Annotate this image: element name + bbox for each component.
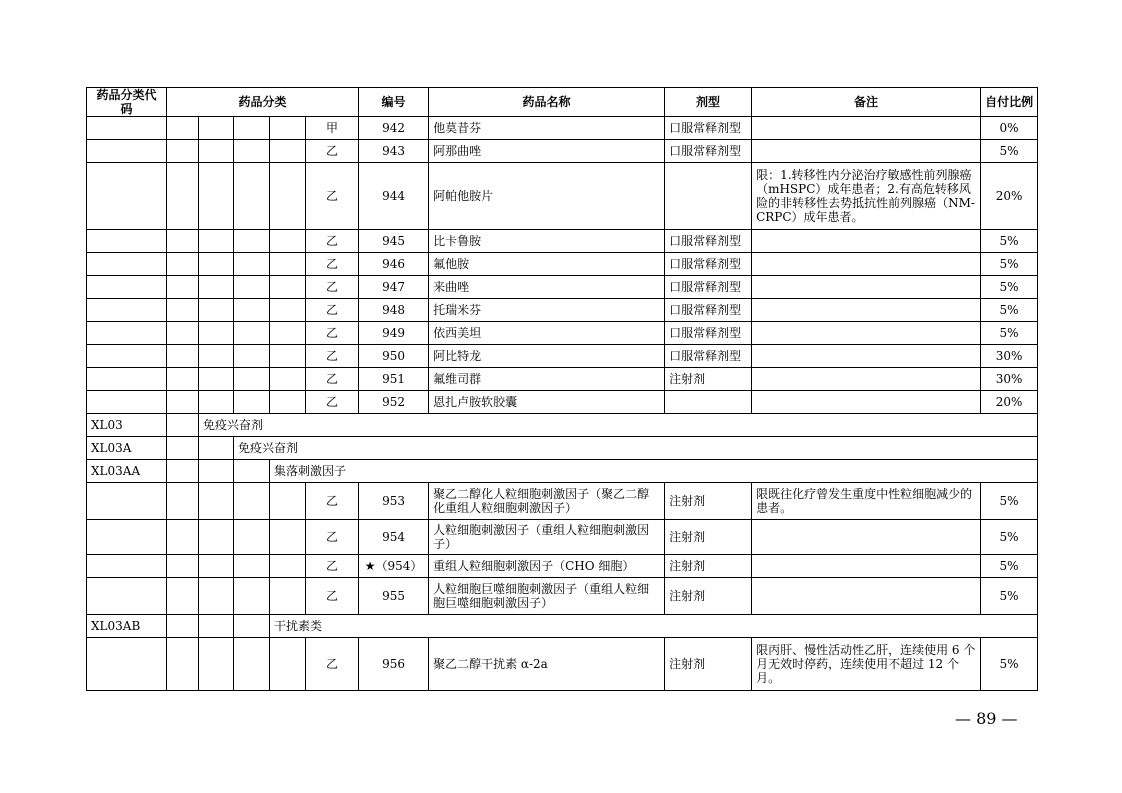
code-cell [87,299,167,322]
header-ratio: 自付比例 [981,88,1038,117]
number-cell: 947 [359,276,429,299]
remark-cell: 限既往化疗曾发生重度中性粒细胞减少的患者。 [752,483,981,520]
table-row [87,638,1038,691]
header-row [87,88,1038,117]
grade-cell: 乙 [306,163,359,230]
form-cell [665,391,752,414]
ratio-cell: 5% [981,578,1038,615]
level2-cell [199,520,234,555]
table-row [87,483,1038,520]
table-row [87,299,1038,322]
form-cell: 注射剂 [665,520,752,555]
level1-cell [167,140,199,163]
level2-cell [199,299,234,322]
number-cell: 945 [359,230,429,253]
ratio-cell: 5% [981,520,1038,555]
number-cell: 943 [359,140,429,163]
table-row [87,230,1038,253]
page-number: — 89 — [955,709,1018,728]
category-label: 免疫兴奋剂 [199,414,1038,437]
level3-cell [234,368,270,391]
code-cell [87,140,167,163]
level4-cell [270,140,306,163]
level1-cell [167,520,199,555]
level2-cell [199,253,234,276]
name-cell: 重组人粒细胞刺激因子（CHO 细胞） [429,555,665,578]
grade-cell: 乙 [306,253,359,276]
remark-cell [752,117,981,140]
level2-cell [199,638,234,691]
form-cell [665,163,752,230]
remark-cell [752,322,981,345]
name-cell: 托瑞米芬 [429,299,665,322]
level3-cell [234,322,270,345]
level1-cell [167,345,199,368]
level3-cell [234,345,270,368]
form-cell: 口服常释剂型 [665,322,752,345]
category-indent-cell [234,460,270,483]
number-cell: 950 [359,345,429,368]
category-indent-cell [167,414,199,437]
table-row [87,520,1038,555]
level3-cell [234,140,270,163]
level4-cell [270,483,306,520]
level1-cell [167,117,199,140]
ratio-cell: 0% [981,117,1038,140]
code-cell [87,391,167,414]
number-cell: 954 [359,520,429,555]
category-indent-cell [234,615,270,638]
grade-cell: 乙 [306,299,359,322]
level2-cell [199,230,234,253]
level1-cell [167,299,199,322]
remark-cell: 限丙肝、慢性活动性乙肝，连续使用 6 个月无效时停药，连续使用不超过 12 个月。 [752,638,981,691]
level4-cell [270,368,306,391]
category-row [87,437,1038,460]
name-cell: 来曲唑 [429,276,665,299]
category-indent-cell [199,437,234,460]
level3-cell [234,555,270,578]
remark-cell [752,299,981,322]
remark-cell [752,578,981,615]
drug-table [86,87,1038,691]
code-cell [87,163,167,230]
form-cell: 注射剂 [665,368,752,391]
name-cell: 人粒细胞巨噬细胞刺激因子（重组人粒细胞巨噬细胞刺激因子） [429,578,665,615]
grade-cell: 乙 [306,391,359,414]
table-row [87,163,1038,230]
form-cell: 注射剂 [665,638,752,691]
ratio-cell: 30% [981,368,1038,391]
table-row [87,140,1038,163]
header-code: 药品分类代码 [87,88,167,117]
category-row [87,460,1038,483]
table-row [87,578,1038,615]
form-cell: 口服常释剂型 [665,117,752,140]
level2-cell [199,391,234,414]
table-row [87,368,1038,391]
form-cell: 口服常释剂型 [665,253,752,276]
ratio-cell: 5% [981,253,1038,276]
category-label: 干扰素类 [270,615,1038,638]
level2-cell [199,140,234,163]
code-cell [87,345,167,368]
header-category: 药品分类 [167,88,359,117]
number-cell: 956 [359,638,429,691]
ratio-cell: 5% [981,555,1038,578]
category-code: XL03AA [87,460,167,483]
remark-cell [752,555,981,578]
level4-cell [270,276,306,299]
form-cell: 口服常释剂型 [665,140,752,163]
name-cell: 阿那曲唑 [429,140,665,163]
level2-cell [199,117,234,140]
code-cell [87,555,167,578]
number-cell: 953 [359,483,429,520]
form-cell: 口服常释剂型 [665,230,752,253]
category-row [87,615,1038,638]
ratio-cell: 5% [981,322,1038,345]
level4-cell [270,578,306,615]
grade-cell: 乙 [306,520,359,555]
level2-cell [199,555,234,578]
category-row [87,414,1038,437]
grade-cell: 乙 [306,578,359,615]
ratio-cell: 30% [981,345,1038,368]
name-cell: 比卡鲁胺 [429,230,665,253]
level2-cell [199,322,234,345]
level3-cell [234,299,270,322]
level3-cell [234,117,270,140]
name-cell: 氟他胺 [429,253,665,276]
level4-cell [270,163,306,230]
ratio-cell: 5% [981,230,1038,253]
remark-cell [752,253,981,276]
number-cell: 951 [359,368,429,391]
level1-cell [167,483,199,520]
ratio-cell: 5% [981,483,1038,520]
ratio-cell: 5% [981,140,1038,163]
form-cell: 注射剂 [665,555,752,578]
code-cell [87,276,167,299]
name-cell: 他莫昔芬 [429,117,665,140]
level1-cell [167,578,199,615]
name-cell: 聚乙二醇干扰素 α-2a [429,638,665,691]
level4-cell [270,520,306,555]
code-cell [87,368,167,391]
level2-cell [199,578,234,615]
level3-cell [234,391,270,414]
level1-cell [167,163,199,230]
form-cell: 注射剂 [665,578,752,615]
level1-cell [167,368,199,391]
level3-cell [234,230,270,253]
header-name: 药品名称 [429,88,665,117]
form-cell: 口服常释剂型 [665,276,752,299]
remark-cell [752,345,981,368]
name-cell: 依西美坦 [429,322,665,345]
level2-cell [199,345,234,368]
code-cell [87,230,167,253]
level3-cell [234,276,270,299]
code-cell [87,253,167,276]
code-cell [87,638,167,691]
category-indent-cell [167,437,199,460]
code-cell [87,483,167,520]
ratio-cell: 20% [981,163,1038,230]
name-cell: 阿帕他胺片 [429,163,665,230]
code-cell [87,322,167,345]
level3-cell [234,163,270,230]
level1-cell [167,322,199,345]
number-cell: 944 [359,163,429,230]
level4-cell [270,299,306,322]
level1-cell [167,638,199,691]
level1-cell [167,391,199,414]
table-body [87,117,1038,691]
name-cell: 阿比特龙 [429,345,665,368]
level2-cell [199,368,234,391]
remark-cell [752,391,981,414]
level1-cell [167,253,199,276]
category-label: 免疫兴奋剂 [234,437,1038,460]
level2-cell [199,163,234,230]
name-cell: 恩扎卢胺软胶囊 [429,391,665,414]
remark-cell [752,520,981,555]
name-cell: 聚乙二醇化人粒细胞刺激因子（聚乙二醇化重组人粒细胞刺激因子） [429,483,665,520]
code-cell [87,117,167,140]
header-remark: 备注 [752,88,981,117]
form-cell: 口服常释剂型 [665,299,752,322]
level3-cell [234,483,270,520]
header-form: 剂型 [665,88,752,117]
level2-cell [199,483,234,520]
number-cell: ★（954） [359,555,429,578]
grade-cell: 乙 [306,555,359,578]
level1-cell [167,555,199,578]
number-cell: 942 [359,117,429,140]
category-indent-cell [199,460,234,483]
level4-cell [270,345,306,368]
table-row [87,117,1038,140]
level4-cell [270,322,306,345]
table-row [87,555,1038,578]
table-row [87,345,1038,368]
level3-cell [234,578,270,615]
header-number: 编号 [359,88,429,117]
number-cell: 952 [359,391,429,414]
form-cell: 口服常释剂型 [665,345,752,368]
category-code: XL03AB [87,615,167,638]
code-cell [87,578,167,615]
ratio-cell: 5% [981,299,1038,322]
level4-cell [270,253,306,276]
remark-cell [752,276,981,299]
level4-cell [270,555,306,578]
ratio-cell: 20% [981,391,1038,414]
table-row [87,276,1038,299]
name-cell: 氟维司群 [429,368,665,391]
table-row [87,253,1038,276]
grade-cell: 乙 [306,230,359,253]
grade-cell: 乙 [306,322,359,345]
category-indent-cell [167,615,199,638]
grade-cell: 乙 [306,276,359,299]
level4-cell [270,638,306,691]
level2-cell [199,276,234,299]
grade-cell: 甲 [306,117,359,140]
grade-cell: 乙 [306,368,359,391]
code-cell [87,520,167,555]
level1-cell [167,276,199,299]
level3-cell [234,253,270,276]
grade-cell: 乙 [306,483,359,520]
level3-cell [234,638,270,691]
remark-cell [752,140,981,163]
table-row [87,322,1038,345]
remark-cell: 限：1.转移性内分泌治疗敏感性前列腺癌（mHSPC）成年患者；2.有高危转移风险的非转移性去势抵抗性前列腺癌（NM-CRPC）成年患者。 [752,163,981,230]
category-code: XL03 [87,414,167,437]
ratio-cell: 5% [981,276,1038,299]
category-indent-cell [199,615,234,638]
level1-cell [167,230,199,253]
level4-cell [270,117,306,140]
form-cell: 注射剂 [665,483,752,520]
level4-cell [270,391,306,414]
category-indent-cell [167,460,199,483]
number-cell: 946 [359,253,429,276]
remark-cell [752,230,981,253]
remark-cell [752,368,981,391]
name-cell: 人粒细胞刺激因子（重组人粒细胞刺激因子） [429,520,665,555]
number-cell: 949 [359,322,429,345]
number-cell: 955 [359,578,429,615]
ratio-cell: 5% [981,638,1038,691]
number-cell: 948 [359,299,429,322]
grade-cell: 乙 [306,140,359,163]
grade-cell: 乙 [306,638,359,691]
level3-cell [234,520,270,555]
level4-cell [270,230,306,253]
category-code: XL03A [87,437,167,460]
table-row [87,391,1038,414]
category-label: 集落刺激因子 [270,460,1038,483]
grade-cell: 乙 [306,345,359,368]
